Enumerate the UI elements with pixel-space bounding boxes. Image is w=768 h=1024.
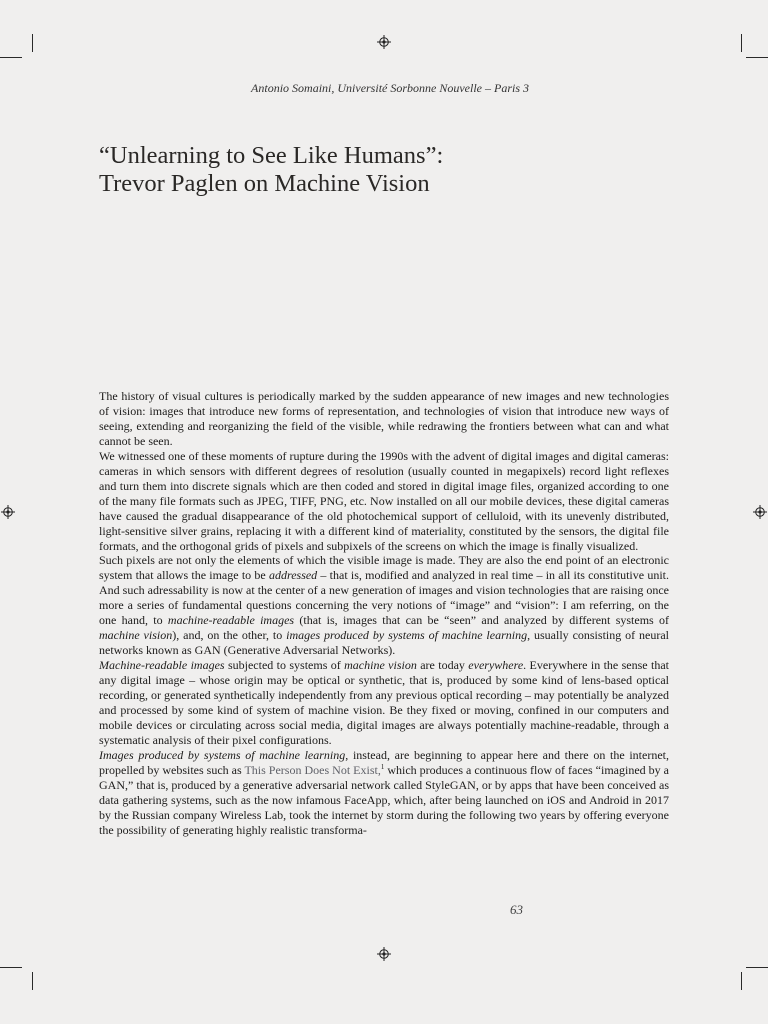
text-run: – that is, modified and analyzed in real time – in all its constitutive unit. And such adressability is now at the center of a new generation of images and vision technologies that are raising once more a series of fundamental questions concerning the very notions of “image” and “vision”: I am referring, on the one hand, to	[99, 568, 669, 628]
emphasis: everywhere	[468, 658, 524, 673]
emphasis: machine-readable images	[167, 613, 295, 628]
registration-mark-icon	[377, 947, 391, 961]
emphasis: addressed	[268, 568, 318, 583]
emphasis: images produced by systems of machine learning	[286, 628, 528, 643]
crop-mark-top-left-vertical	[32, 34, 33, 52]
crop-mark-top-left-horizontal	[0, 57, 22, 58]
text-run: , instead, are beginning to appear here and there on the internet, propelled by websites such as	[99, 747, 669, 777]
running-header-author: Antonio Somaini, Université Sorbonne Nouvelle – Paris 3	[251, 81, 529, 95]
crop-mark-bottom-right-horizontal	[746, 967, 768, 968]
chapter-title	[99, 142, 443, 198]
body-text	[99, 389, 669, 838]
chapter-title-line-1: “Unlearning to See Like Humans”:	[99, 142, 444, 169]
paragraph-1: The history of visual cultures is periodically marked by the sudden appearance of new images and new technologies of vision: images that introduce new forms of representation, and technologies of vision that introduce new ways of seeing, extending and reorganizing the field of the visible, while redrawing the frontiers between what can and what cannot be seen.	[99, 389, 669, 448]
emphasis: Images produced by systems of machine learning	[99, 747, 346, 762]
page-number: 63	[510, 902, 523, 917]
emphasis: Machine-readable images	[99, 658, 225, 673]
text-run: ), and, on the other, to	[172, 628, 287, 643]
crop-mark-top-right-vertical	[741, 34, 742, 52]
crop-mark-bottom-left-horizontal	[0, 967, 22, 968]
registration-mark-icon	[753, 505, 767, 519]
text-run: which produces a continuous flow of faces “imagined by a GAN,” that is, produced by a generative adversarial network called StyleGAN, or by apps that have been conceived as data gathering systems, such as the now infamous FaceApp, which, after being launched on iOS and Android in 2017 by the Russian company Wireless Lab, took the internet by storm during the following two years by offering everyone the possibility of generating highly realistic transforma-	[99, 762, 670, 837]
emphasis: machine vision	[99, 628, 173, 643]
chapter-title-line-2: Trevor Paglen on Machine Vision	[99, 170, 430, 197]
text-run: . Everywhere in the sense that any digital image – whose origin may be optical or synthetic, that is, produced by some kind of lens-based optical recording, or generated synthetically independently from any previous optical recording – may potentially be analyzed and processed by some kind of system of machine vision. Be they fixed or moving, confined in our computers and mobile devices or circulating across social media, digital images are always potentially machine-readable, through a systematic analysis of their pixel configurations.	[99, 658, 670, 747]
website-link[interactable]: This Person Does Not Exist,	[244, 762, 381, 777]
crop-mark-bottom-right-vertical	[741, 972, 742, 990]
crop-mark-bottom-left-vertical	[32, 972, 33, 990]
paragraph-2: We witnessed one of these moments of rupture during the 1990s with the advent of digital images and digital cameras: cameras in which sensors with different degrees of resolution (usually counted in megapixels) record light reflexes and turn them into discrete signals which are then coded and stored in digital image files, organized according to one of the many file formats such as JPEG, TIFF, PNG, etc. Now installed on all our mobile devices, these digital cameras have caused the gradual disappearance of the old photochemical support of celluloid, with its unevenly distributed, light-sensitive silver grains, replacing it with a different kind of materiality, constituted by the sensors, the digital file formats, and the orthogonal grids of pixels and subpixels of the screens on which the image is finally visualized.	[99, 448, 669, 553]
paragraph-4	[99, 658, 669, 748]
registration-mark-icon	[377, 35, 391, 49]
text-run: Such pixels are not only the elements of which the visible image is made. They are also the end point of an electronic system that allows the image to be	[99, 553, 669, 583]
text-run: (that is, images that can be “seen” and analyzed by different systems of	[294, 613, 669, 628]
registration-mark-icon	[1, 505, 15, 519]
paragraph-5	[99, 748, 669, 838]
emphasis: machine vision	[344, 658, 417, 673]
footnote-reference[interactable]: 1	[380, 762, 385, 771]
text-run: , usually consisting of neural networks known as GAN (Generative Adversarial Networks).	[99, 628, 670, 658]
paragraph-3	[99, 553, 669, 658]
crop-mark-top-right-horizontal	[746, 57, 768, 58]
text-run: are today	[416, 658, 469, 673]
text-run: subjected to systems of	[224, 658, 345, 673]
